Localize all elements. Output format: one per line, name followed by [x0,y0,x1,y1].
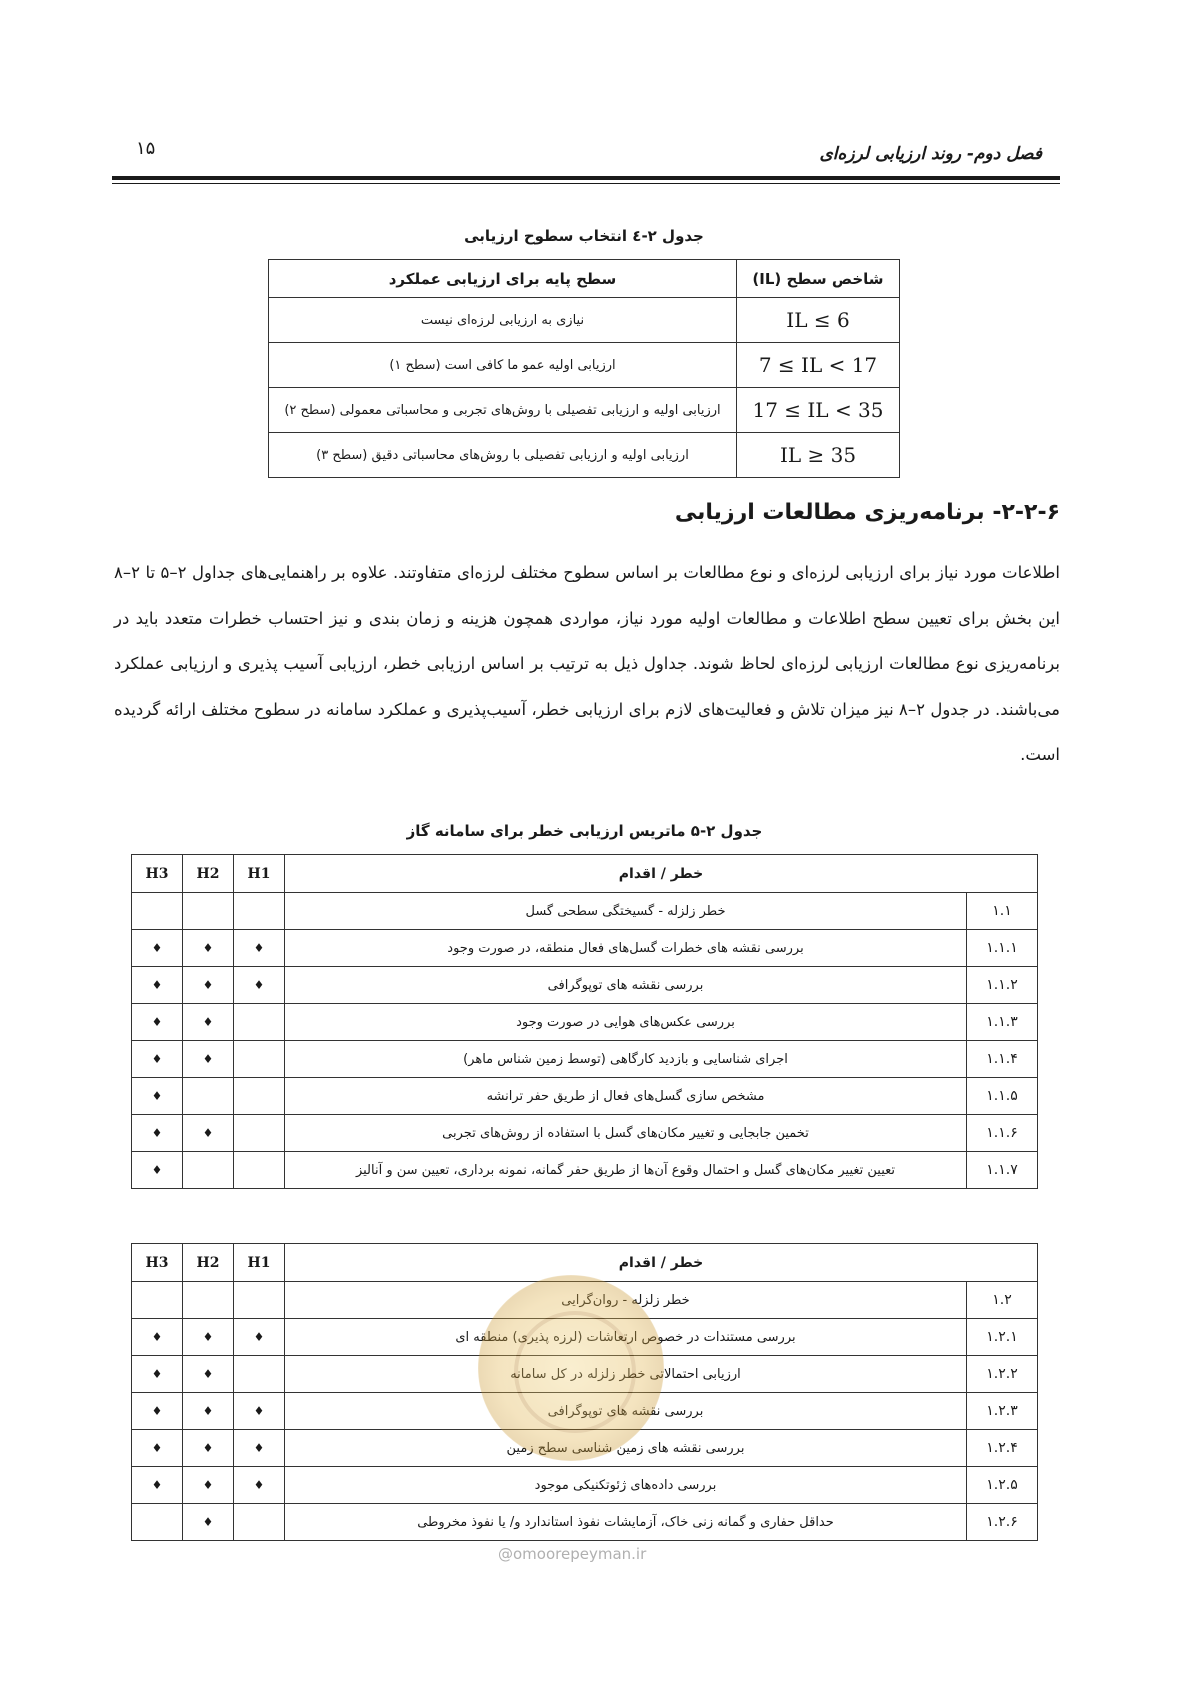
levels-level-cell: نیازی به ارزیابی لرزه‌ای نیست [269,298,737,343]
table-row [132,1319,1038,1356]
hazard-h1-cell [234,1004,285,1041]
levels-level-cell: ارزیابی اولیه عمو ما کافی است (سطح ۱) [269,343,737,388]
hazard-h2-cell: ♦ [183,1041,234,1078]
hazard-num-cell: ۱.۲ [967,1282,1038,1319]
hazard-action-cell: خطر زلزله - گسیختگی سطحی گسل [285,893,967,930]
watermark-site-label: @omoorepeyman.ir [498,1545,647,1563]
levels-col-index: شاخص سطح (IL) [737,260,900,298]
hazard-h1-cell [234,1282,285,1319]
hazard-num-cell: ۱.۱ [967,893,1038,930]
hazard-h1-cell [234,1041,285,1078]
hazard-col-h1: H1 [234,855,285,893]
hazard-h2-cell: ♦ [183,1467,234,1504]
hazard-num-cell: ۱.۱.۲ [967,967,1038,1004]
header-rule [112,176,1060,180]
table-row [132,1004,1038,1041]
hazard-action-cell: تعیین تغییر مکان‌های گسل و احتمال وقوع آن‌ها از طریق حفر گمانه، نمونه برداری، تعیین سن و آنالیز [285,1152,967,1189]
hazard-h1-cell: ♦ [234,1430,285,1467]
levels-index-cell: IL ≤ 6 [737,298,900,343]
hazard-action-cell: بررسی نقشه های زمین شناسی سطح زمین [285,1430,967,1467]
hazard-h1-cell: ♦ [234,1467,285,1504]
hazard-h2-cell: ♦ [183,1393,234,1430]
table-row [132,1467,1038,1504]
hazard-h2-cell: ♦ [183,1430,234,1467]
table-row [132,1356,1038,1393]
levels-index-cell: IL ≥ 35 [737,433,900,478]
hazard-num-cell: ۱.۱.۶ [967,1115,1038,1152]
hazard-h2-cell [183,1078,234,1115]
hazard-num-cell: ۱.۲.۳ [967,1393,1038,1430]
levels-row [269,433,900,478]
hazard-col-h3: H3 [132,855,183,893]
hazard-action-cell: بررسی مستندات در خصوص ارتعاشات (لرزه پذیری) منطقه ای [285,1319,967,1356]
chapter-title: فصل دوم- روند ارزیابی لرزه‌ای [819,144,1042,164]
hazard-num-cell: ۱.۲.۱ [967,1319,1038,1356]
hazard-h1-cell: ♦ [234,967,285,1004]
hazard-h3-cell: ♦ [132,1430,183,1467]
hazard-action-cell: بررسی عکس‌های هوایی در صورت وجود [285,1004,967,1041]
levels-level-cell: ارزیابی اولیه و ارزیابی تفصیلی با روش‌های تجربی و محاسباتی معمولی (سطح ۲) [269,388,737,433]
hazard-h2-cell: ♦ [183,1319,234,1356]
hazard-num-cell: ۱.۲.۶ [967,1504,1038,1541]
hazard-h3-cell: ♦ [132,1467,183,1504]
hazard-h2-cell: ♦ [183,1356,234,1393]
hazard-h3-cell: ♦ [132,930,183,967]
header-rule-thin [112,183,1060,184]
hazard-num-cell: ۱.۱.۷ [967,1152,1038,1189]
hazard-h1-cell [234,1152,285,1189]
hazard-h3-cell: ♦ [132,1115,183,1152]
levels-row [269,298,900,343]
table-row [132,967,1038,1004]
table-row [132,1282,1038,1319]
levels-row [269,388,900,433]
hazard-h1-cell [234,893,285,930]
hazard-h1-cell [234,1356,285,1393]
hazard-h2-cell: ♦ [183,967,234,1004]
levels-row [269,343,900,388]
table-row [132,1504,1038,1541]
hazard-h3-cell: ♦ [132,1356,183,1393]
hazard-h3-cell: ♦ [132,1004,183,1041]
hazard-col-h3: H3 [132,1244,183,1282]
hazard-h1-cell: ♦ [234,930,285,967]
hazard-col-action: خطر / اقدام [285,1244,1038,1282]
page-number: ۱۵ [136,138,156,159]
hazard-num-cell: ۱.۲.۵ [967,1467,1038,1504]
hazard-h3-cell: ♦ [132,1319,183,1356]
hazard-h3-cell [132,1504,183,1541]
hazard-table-caption: جدول ۲-۵ ماتریس ارزیابی خطر برای سامانه گاز [406,822,763,840]
table-row [132,1430,1038,1467]
hazard-h1-cell: ♦ [234,1319,285,1356]
table-row [132,1115,1038,1152]
hazard-action-cell: اجرای شناسایی و بازدید کارگاهی (توسط زمین شناس ماهر) [285,1041,967,1078]
table-row [132,1152,1038,1189]
hazard-h1-cell: ♦ [234,1393,285,1430]
hazard-col-action: خطر / اقدام [285,855,1038,893]
hazard-action-cell: خطر زلزله - روان‌گرایی [285,1282,967,1319]
hazard-h3-cell: ♦ [132,1041,183,1078]
hazard-h1-cell [234,1115,285,1152]
table-row [132,1078,1038,1115]
hazard-action-cell: بررسی نقشه های خطرات گسل‌های فعال منطقه، در صورت وجود [285,930,967,967]
hazard-num-cell: ۱.۱.۵ [967,1078,1038,1115]
hazard-col-h2: H2 [183,1244,234,1282]
levels-col-level: سطح پایه برای ارزیابی عملکرد [269,260,737,298]
table-row [132,930,1038,967]
hazard-h3-cell: ♦ [132,1152,183,1189]
hazard-h3-cell: ♦ [132,1078,183,1115]
hazard-h2-cell: ♦ [183,930,234,967]
table-row [132,893,1038,930]
levels-index-cell: 17 ≤ IL < 35 [737,388,900,433]
hazard-action-cell: بررسی نقشه های توپوگرافی [285,1393,967,1430]
hazard-h2-cell [183,893,234,930]
hazard-h2-cell [183,1282,234,1319]
table-row [132,1393,1038,1430]
levels-index-cell: 7 ≤ IL < 17 [737,343,900,388]
hazard-h3-cell [132,1282,183,1319]
hazard-num-cell: ۱.۱.۳ [967,1004,1038,1041]
table-levels-caption: جدول ۲-٤ انتخاب سطوح ارزیابی [464,227,704,245]
hazard-action-cell: حداقل حفاری و گمانه زنی خاک، آزمایشات نفوذ استاندارد و/ یا نفوذ مخروطی [285,1504,967,1541]
section-paragraph: اطلاعات مورد نیاز برای ارزیابی لرزه‌ای و نوع مطالعات بر اساس سطوح مختلف لرزه‌ای متفاوتند. علاوه بر راهنمایی‌های جداول ۲–۵ تا ۲–۸ این بخش برای تعیین سطح اطلاعات و مطالعات اولیه مورد نیاز، مواردی همچون هزینه و زمان بندی و نیز احتساب خطرات متعدد باید در برنامه‌ریزی نوع مطالعات ارزیابی لرزه‌ای لحاظ شوند. جداول ذیل به ترتیب بر اساس ارزیابی خطر، ارزیابی آسیب پذیری و ارزیابی عملکرد می‌باشند. در جدول ۲–۸ نیز میزان تلاش و فعالیت‌های لازم برای ارزیابی خطر، آسیب‌پذیری و عملکرد سامانه در سطوح مختلف ارائه گردیده است. [114,563,1061,764]
hazard-action-cell: تخمین جابجایی و تغییر مکان‌های گسل با استفاده از روش‌های تجربی [285,1115,967,1152]
hazard-h1-cell [234,1078,285,1115]
hazard-col-h1: H1 [234,1244,285,1282]
hazard-h2-cell: ♦ [183,1504,234,1541]
hazard-h2-cell: ♦ [183,1115,234,1152]
hazard-h3-cell: ♦ [132,967,183,1004]
hazard-action-cell: مشخص سازی گسل‌های فعال از طریق حفر ترانشه [285,1078,967,1115]
hazard-num-cell: ۱.۱.۴ [967,1041,1038,1078]
hazard-num-cell: ۱.۱.۱ [967,930,1038,967]
hazard-col-h2: H2 [183,855,234,893]
hazard-table-part-1 [131,854,1038,1189]
levels-level-cell: ارزیابی اولیه و ارزیابی تفصیلی با روش‌های محاسباتی دقیق (سطح ۳) [269,433,737,478]
hazard-num-cell: ۱.۲.۲ [967,1356,1038,1393]
hazard-table-part-2 [131,1243,1038,1541]
hazard-action-cell: بررسی نقشه های توپوگرافی [285,967,967,1004]
hazard-h2-cell: ♦ [183,1004,234,1041]
hazard-h3-cell: ♦ [132,1393,183,1430]
hazard-num-cell: ۱.۲.۴ [967,1430,1038,1467]
hazard-action-cell: بررسی داده‌های ژئوتکنیکی موجود [285,1467,967,1504]
levels-table [268,259,900,478]
section-heading: ۲-۲-۶- برنامه‌ریزی مطالعات ارزیابی [674,500,1060,525]
hazard-h1-cell [234,1504,285,1541]
hazard-h2-cell [183,1152,234,1189]
table-row [132,1041,1038,1078]
hazard-h3-cell [132,893,183,930]
hazard-action-cell: ارزیابی احتمالاتی خطر زلزله در کل سامانه [285,1356,967,1393]
